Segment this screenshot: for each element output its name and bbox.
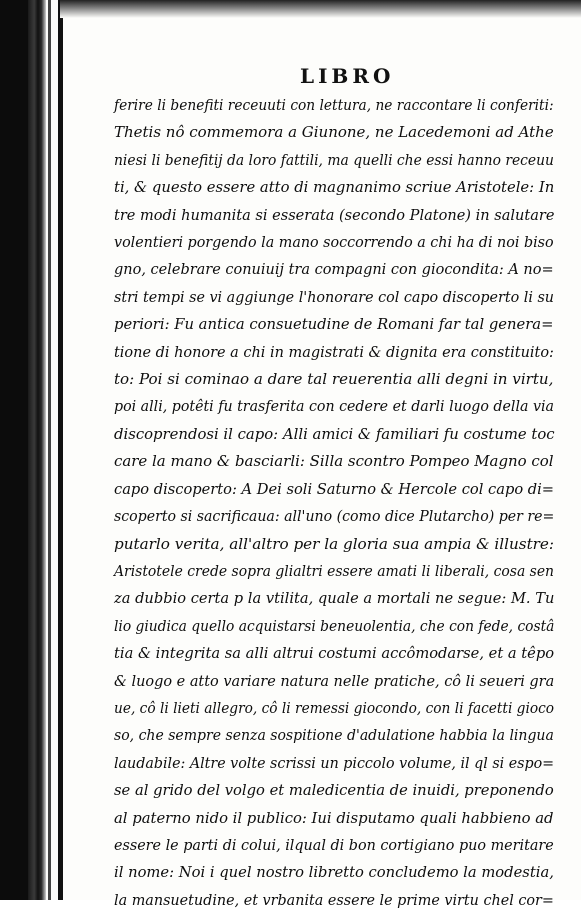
text-line: stri tempi se vi aggiunge l'honorare col capo discoperto li su <box>114 287 555 306</box>
text-line: capo discoperto: A Dei soli Saturno & Hercole col capo di= <box>114 479 555 498</box>
text-line: niesi li benefitij da loro fattili, ma quelli che essi hanno receuu <box>114 150 554 169</box>
text-line: Aristotele crede sopra glialtri essere amati li liberali, cosa sen <box>114 561 555 580</box>
text-line: al paterno nido il publico: Iui disputamo quali habbieno ad <box>114 808 554 827</box>
body-text <box>114 92 554 914</box>
text-line: volentieri porgendo la mano soccorrendo a chi ha di noi biso <box>114 233 554 252</box>
text-line: essere le parti di colui, ilqual di bon cortigiano puo meritare <box>114 835 554 854</box>
binding-shadow <box>0 0 28 900</box>
text-line: & luogo e atto variare natura nelle pratiche, cô li seueri gra <box>114 671 555 690</box>
text-line: scoperto si sacrificaua: all'uno (como dice Plutarcho) per re= <box>114 507 555 526</box>
text-line: poi alli, potêti fu trasferita con cedere et darli luogo della via <box>114 397 554 416</box>
text-line: laudabile: Altre volte scrissi un piccolo volume, il ql si espo= <box>114 753 555 772</box>
text-line: lio giudica quello acquistarsi beneuolentia, che con fede, costâ <box>114 616 555 635</box>
text-line: periori: Fu antica consuetudine de Romani far tal genera= <box>114 315 554 334</box>
text-line: tia & integrita sa alli altrui costumi accômodarse, et a têpo <box>114 644 555 663</box>
text-line: to: Poi si cominao a dare tal reuerentia alli degni in virtu, <box>114 370 554 389</box>
text-line: il nome: Noi i quel nostro libretto concludemo la modestia, <box>114 863 554 882</box>
text-line: care la mano & basciarli: Silla scontro Pompeo Magno col <box>114 452 554 471</box>
text-line: putarlo verita, all'altro per la gloria sua ampia & illustre: <box>114 534 554 553</box>
binding-edge <box>28 0 46 900</box>
page-edge-line <box>58 0 63 900</box>
text-line: ue, cô li lieti allegro, cô li remessi giocondo, con li facetti gioco <box>114 698 555 717</box>
binding-fold-line <box>48 0 51 900</box>
text-line: se al grido del volgo et maledicentia de inuidi, preponendo <box>114 781 554 800</box>
text-line: so, che sempre senza sospitione d'adulatione habbia la lingua <box>114 726 554 745</box>
text-line: za dubbio certa p la vtilita, quale a mortali ne segue: M. Tu <box>114 589 555 608</box>
text-line: discoprendosi il capo: Alli amici & familiari fu costume toc <box>114 424 555 443</box>
text-line: tre modi humanita si esserata (secondo Platone) in salutare <box>114 205 555 224</box>
text-line: ferire li benefiti receuuti con lettura, ne raccontare li conferiti: <box>114 96 554 114</box>
top-edge-shadow <box>60 0 581 18</box>
text-line: gno, celebrare conuiuij tra compagni con giocondita: A no= <box>114 260 554 279</box>
text-line: Thetis nô commemora a Giunone, ne Lacedemoni ad Athe <box>114 123 554 142</box>
text-line: tione di honore a chi in magistrati & dignita era constituito: <box>114 342 554 361</box>
text-line: la mansuetudine, et vrbanita essere le prime virtu chel cor= <box>114 890 554 909</box>
running-head: LIBRO <box>300 64 395 88</box>
text-line: ti, & questo essere atto di magnanimo scriue Aristotele: In <box>114 178 555 197</box>
